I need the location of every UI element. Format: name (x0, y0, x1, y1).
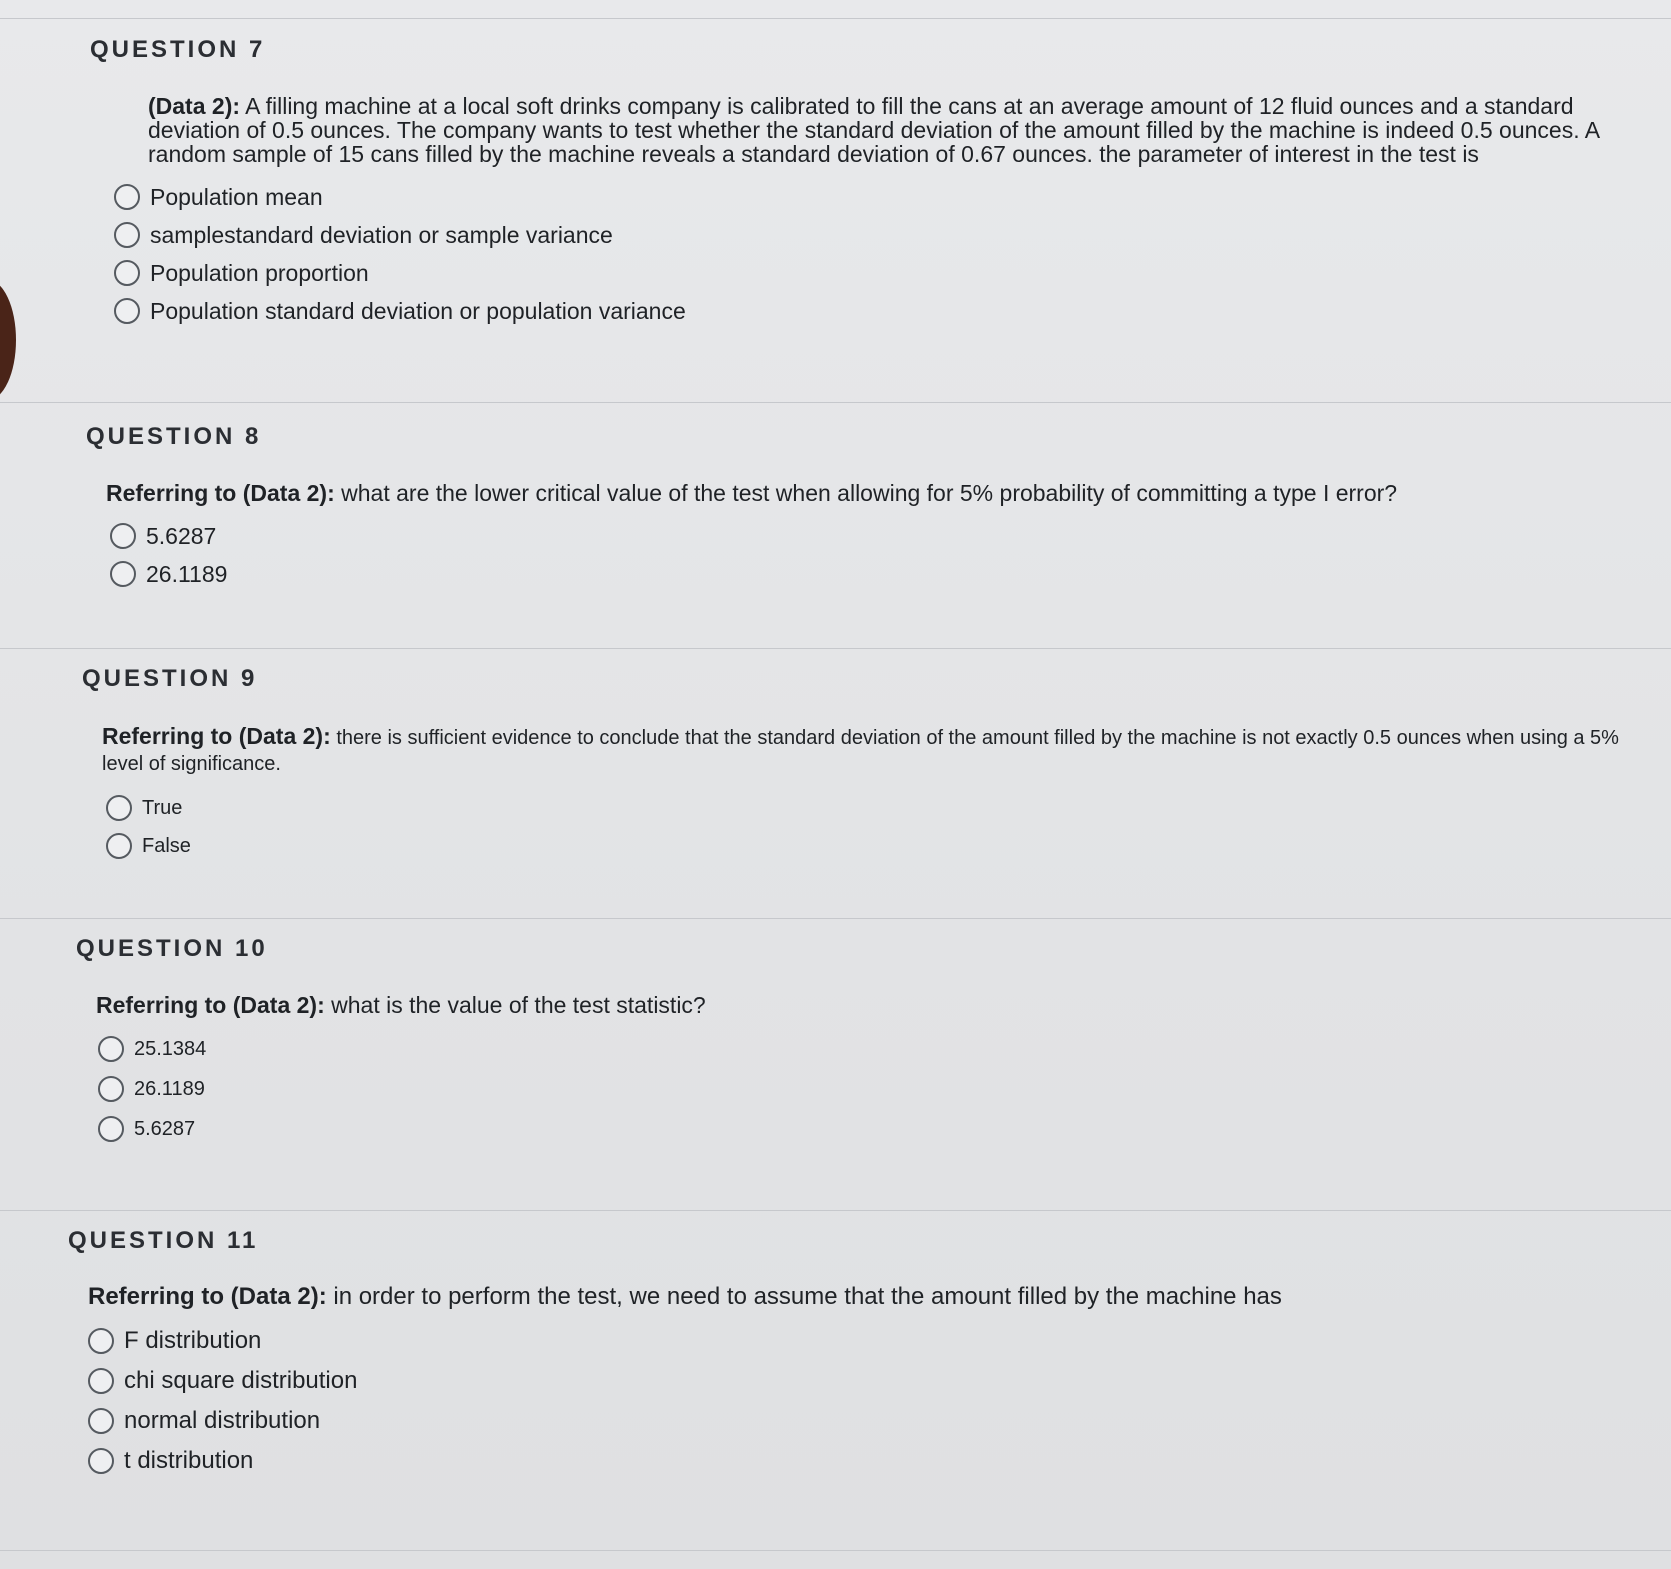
radio-button[interactable] (114, 222, 140, 248)
question-7 (90, 36, 1651, 330)
question-11-body: in order to perform the test, we need to assume that the amount filled by the machine has (333, 1283, 1282, 1310)
question-8 (86, 423, 1651, 593)
question-11-option-2[interactable] (88, 1361, 1651, 1401)
divider-7-8 (0, 402, 1671, 403)
option-label: t distribution (124, 1447, 254, 1474)
radio-button[interactable] (98, 1076, 124, 1102)
question-11 (68, 1227, 1651, 1481)
question-7-option-2[interactable] (114, 216, 1651, 254)
option-label: Population mean (150, 183, 323, 210)
question-11-ref: Referring to (Data 2): (88, 1283, 327, 1310)
question-9-options (106, 789, 1651, 865)
radio-button[interactable] (88, 1328, 114, 1354)
question-9-ref: Referring to (Data 2): (102, 723, 331, 749)
question-7-option-3[interactable] (114, 254, 1651, 292)
question-10 (76, 935, 1651, 1149)
question-7-body: A filling machine at a local soft drinks company is calibrated to fill the cans at an average amount of 12 fluid ounces and a standard deviation of 0.5 ounces. The company wants to test whether the standard deviation of the amount filled by the machine is indeed 0.5 ounces. A random sample of 15 cans filled by the machine reveals a standard deviation of 0.67 ounces. the parameter of interest in the test is (148, 93, 1599, 167)
option-label: 26.1189 (146, 560, 228, 587)
question-11-option-3[interactable] (88, 1401, 1651, 1441)
option-label: F distribution (124, 1327, 262, 1354)
option-label: True (142, 796, 183, 819)
option-label: 5.6287 (134, 1117, 196, 1140)
radio-button[interactable] (98, 1116, 124, 1142)
question-9-body: there is sufficient evidence to conclude that the standard deviation of the amount filled by the machine is not exactly 0.5 ounces when using a 5% level of significance. (102, 727, 1619, 775)
radio-button[interactable] (88, 1408, 114, 1434)
radio-button[interactable] (114, 298, 140, 324)
question-11-options (88, 1321, 1651, 1481)
option-label: False (142, 834, 191, 857)
question-9-heading: QUESTION 9 (82, 665, 258, 692)
option-label: Population standard deviation or population variance (150, 297, 686, 324)
question-8-ref: Referring to (Data 2): (106, 480, 335, 506)
radio-button[interactable] (88, 1368, 114, 1394)
radio-button[interactable] (88, 1448, 114, 1474)
divider-10-11 (0, 1210, 1671, 1211)
question-10-ref: Referring to (Data 2): (96, 992, 325, 1018)
question-10-option-1[interactable] (98, 1029, 1651, 1069)
radio-button[interactable] (114, 260, 140, 286)
option-label: 25.1384 (134, 1037, 207, 1060)
radio-button[interactable] (114, 184, 140, 210)
radio-button[interactable] (110, 523, 136, 549)
question-7-ref: (Data 2): (148, 93, 241, 119)
option-label: samplestandard deviation or sample variance (150, 221, 613, 248)
question-10-options (98, 1029, 1651, 1149)
question-9 (82, 665, 1651, 865)
question-8-heading: QUESTION 8 (86, 423, 262, 450)
question-11-option-4[interactable] (88, 1441, 1651, 1481)
option-label: Population proportion (150, 259, 369, 286)
question-7-option-4[interactable] (114, 292, 1651, 330)
radio-button[interactable] (106, 795, 132, 821)
question-7-text (148, 94, 1651, 166)
question-9-text (102, 723, 1651, 777)
question-10-heading: QUESTION 10 (76, 935, 268, 962)
option-label: normal distribution (124, 1407, 321, 1434)
question-7-option-1[interactable] (114, 178, 1651, 216)
divider-top (0, 18, 1671, 19)
question-8-body: what are the lower critical value of the test when allowing for 5% probability of committing a type I error? (341, 480, 1398, 506)
divider-8-9 (0, 648, 1671, 649)
divider-bottom (0, 1550, 1671, 1551)
radio-button[interactable] (98, 1036, 124, 1062)
question-11-text (88, 1285, 1651, 1309)
option-label: 26.1189 (134, 1077, 205, 1100)
question-10-option-2[interactable] (98, 1069, 1651, 1109)
question-10-option-3[interactable] (98, 1109, 1651, 1149)
question-8-option-1[interactable] (110, 517, 1651, 555)
question-10-body: what is the value of the test statistic? (331, 992, 706, 1018)
question-8-option-2[interactable] (110, 555, 1651, 593)
photo-edge-shadow (0, 280, 16, 400)
radio-button[interactable] (106, 833, 132, 859)
question-10-text (96, 993, 1651, 1017)
question-9-option-1[interactable] (106, 789, 1651, 827)
option-label: chi square distribution (124, 1367, 358, 1394)
question-7-options (114, 178, 1651, 330)
radio-button[interactable] (110, 561, 136, 587)
option-label: 5.6287 (146, 522, 217, 549)
question-7-heading: QUESTION 7 (90, 36, 266, 63)
question-8-options (110, 517, 1651, 593)
question-9-option-2[interactable] (106, 827, 1651, 865)
divider-9-10 (0, 918, 1671, 919)
question-11-option-1[interactable] (88, 1321, 1651, 1361)
question-11-heading: QUESTION 11 (68, 1227, 259, 1254)
question-8-text (106, 481, 1651, 505)
